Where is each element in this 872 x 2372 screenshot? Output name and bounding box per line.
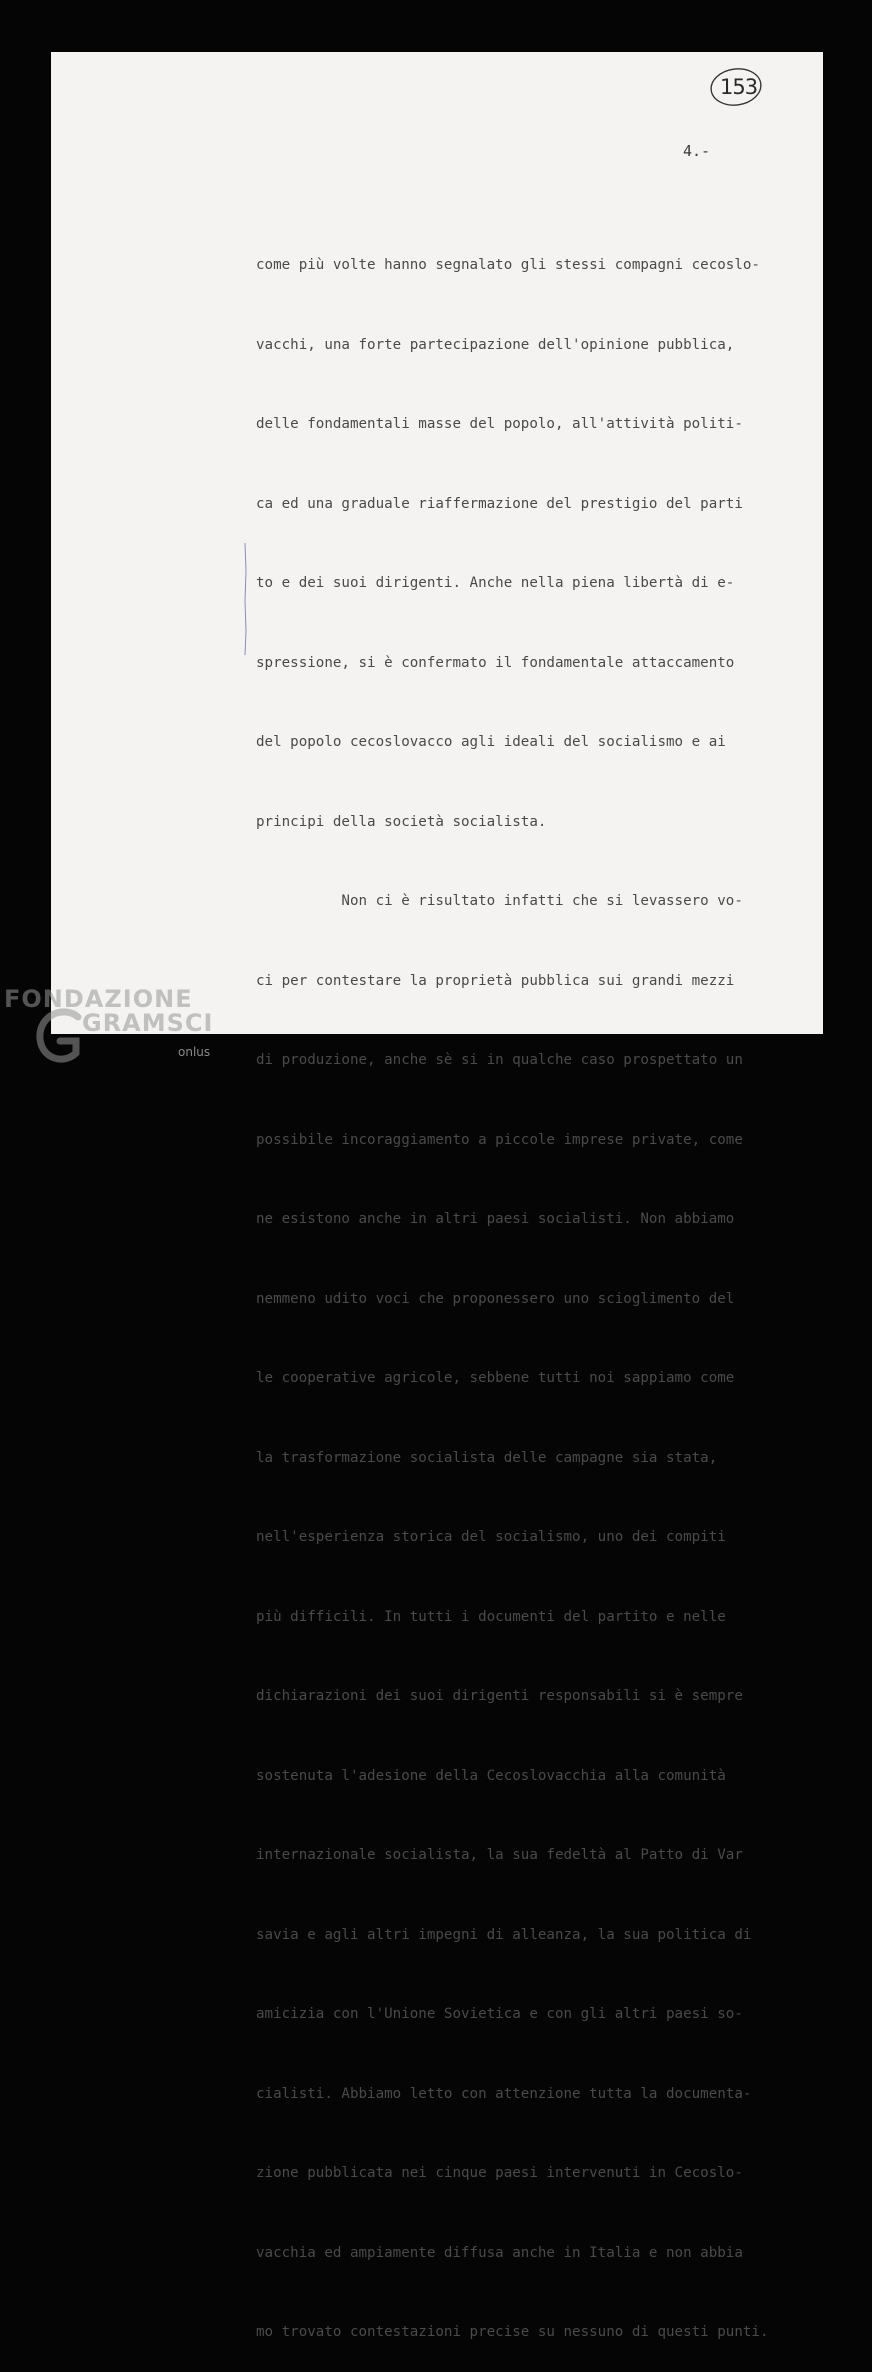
text-line: sostenuta l'adesione della Cecoslovacchia alla comunità	[256, 1767, 726, 1784]
text-line: delle fondamentali masse del popolo, all'attività politi-	[256, 416, 743, 432]
text-line: mo trovato contestazioni precise su nessuno di questi punti.	[256, 2324, 769, 2340]
text-line: ca ed una graduale riaffermazione del prestigio del parti	[256, 495, 743, 512]
g-logo-icon	[34, 1007, 84, 1069]
page-number: 4.-	[683, 142, 711, 160]
text-line: la trasformazione socialista delle campagne sia stata,	[256, 1449, 718, 1466]
text-line: ci per contestare la proprietà pubblica sui grandi mezzi	[256, 972, 735, 989]
text-line: ne esistono anche in altri paesi socialisti. Non abbiamo	[256, 1211, 735, 1227]
text-line: più difficili. In tutti i documenti del partito e nelle	[256, 1608, 726, 1625]
text-line: savia e agli altri impegni di alleanza, la sua politica di	[256, 1926, 752, 1943]
text-line: come più volte hanno segnalato gli stessi compagni cecoslo-	[256, 257, 760, 273]
margin-line-mark	[242, 541, 252, 657]
text-line: dichiarazioni dei suoi dirigenti responsabili si è sempre	[256, 1688, 743, 1704]
archive-page-stamp	[709, 66, 761, 106]
text-line: principi della società socialista.	[256, 813, 547, 830]
watermark-line-2: GRAMSCI	[82, 1009, 214, 1037]
text-line: del popolo cecoslovacco agli ideali del socialismo e ai	[256, 734, 726, 750]
text-line: amicizia con l'Unione Sovietica e con gli altri paesi so-	[256, 2006, 743, 2022]
text-line: vacchi, una forte partecipazione dell'opinione pubblica,	[256, 336, 735, 353]
typed-text-body	[256, 199, 804, 2372]
text-line: to e dei suoi dirigenti. Anche nella piena libertà di e-	[256, 575, 735, 591]
text-line: nemmeno udito voci che proponessero uno scioglimento del	[256, 1290, 735, 1307]
foundation-watermark	[4, 985, 244, 1075]
text-line: nell'esperienza storica del socialismo, uno dei compiti	[256, 1529, 726, 1545]
text-line: spressione, si è confermato il fondamentale attaccamento	[256, 654, 735, 671]
text-line: zione pubblicata nei cinque paesi intervenuti in Cecoslo-	[256, 2165, 743, 2181]
text-line: di produzione, anche sè si in qualche caso prospettato un	[256, 1052, 743, 1068]
text-line: le cooperative agricole, sebbene tutti noi sappiamo come	[256, 1370, 735, 1386]
watermark-suffix: onlus	[178, 1045, 211, 1059]
watermark-line-1: FONDAZIONE	[4, 985, 193, 1013]
text-line: internazionale socialista, la sua fedeltà al Patto di Var	[256, 1847, 743, 1863]
text-line: possibile incoraggiamento a piccole imprese private, come	[256, 1131, 743, 1148]
text-line: vacchia ed ampiamente diffusa anche in Italia e non abbia	[256, 2244, 743, 2261]
text-line: cialisti. Abbiamo letto con attenzione tutta la documenta-	[256, 2085, 752, 2102]
archive-number: 153	[720, 75, 758, 99]
text-line: Non ci è risultato infatti che si levassero vo-	[256, 893, 743, 909]
